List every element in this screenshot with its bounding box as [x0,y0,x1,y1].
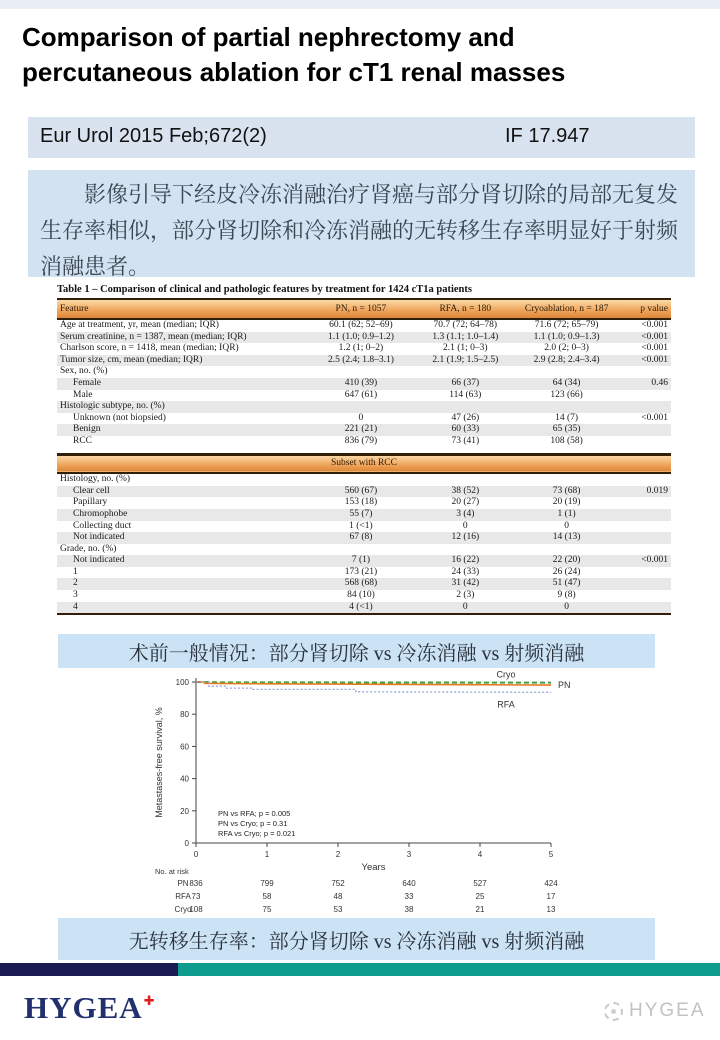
watermark [604,1000,706,1022]
table-row: Not indicated 67 (8) 12 (16) 14 (13) [57,532,671,544]
svg-text:PN vs Cryo; p = 0.31: PN vs Cryo; p = 0.31 [218,819,288,828]
svg-text:836: 836 [189,879,203,888]
svg-text:752: 752 [331,879,345,888]
summary-text: 影像引导下经皮冷冻消融治疗肾癌与部分肾切除的局部无复发生存率相似，部分肾切除和冷冻消融的无转移生存率明显好于射频消融患者。 [40,182,679,279]
svg-text:60: 60 [180,742,189,752]
svg-text:PN: PN [558,680,571,691]
table-row: Benign 221 (21) 60 (33) 65 (35) [57,424,671,436]
clinical-table [57,298,671,615]
banner-mfs [58,918,655,960]
table-body-subset [57,473,671,614]
svg-text:38: 38 [404,905,414,914]
table-title: Table 1 – Comparison of clinical and pathologic features by treatment for 1424 cT1a patients [57,284,472,295]
table-row: Not indicated 7 (1) 16 (22) 22 (20) <0.001 [57,555,671,567]
svg-text:PN: PN [177,879,189,888]
svg-text:48: 48 [333,892,343,901]
svg-text:799: 799 [260,879,274,888]
svg-text:17: 17 [546,892,556,901]
svg-text:58: 58 [262,892,272,901]
citation-impact-factor: IF 17.947 [505,125,590,147]
table-row: Chromophobe 55 (7) 3 (4) 1 (1) [57,509,671,521]
svg-text:PN vs RFA; p = 0.005: PN vs RFA; p = 0.005 [218,809,291,818]
table-row: Male 647 (61) 114 (63) 123 (66) [73,389,583,400]
table-row: Charlson score, n = 1418, mean (median; IQR) 1.2 (1; 0–2) 2.1 (1; 0–3) 2.0 (2; 0–3) <0.001 [60,343,668,354]
svg-text:33: 33 [404,892,414,901]
banner-preop-label: 术前一般情况：部分肾切除 vs 冷冻消融 vs 射频消融 [128,642,585,665]
table-row: Collecting duct 1 (<1) 0 0 [73,520,569,531]
footer-bar-navy [0,963,178,976]
table-row: Age at treatment, yr, mean (median; IQR) 60.1 (62; 52–69) 70.7 (72; 64–78) 71.6 (72; 65–79) <0.001 [60,320,668,330]
svg-text:0: 0 [193,850,199,859]
table-row: Sex, no. (%) [60,366,108,377]
svg-text:0: 0 [184,839,189,848]
svg-text:RFA: RFA [175,892,191,901]
svg-text:3: 3 [406,850,412,859]
banner-mfs-label: 无转移生存率：部分肾切除 vs 冷冻消融 vs 射频消融 [128,930,585,953]
svg-text:73: 73 [191,892,201,901]
table-col-header: RFA, n = 180 [419,299,511,319]
table-figure [57,284,671,615]
hygea-emblem-icon [604,1002,623,1021]
svg-text:80: 80 [180,710,189,720]
svg-text:2: 2 [335,850,341,859]
svg-text:No. at risk: No. at risk [155,867,189,876]
subset-band-row [57,454,671,473]
table-row: Clear cell 560 (67) 38 (52) 73 (68) 0.019 [57,486,671,498]
svg-text:Years: Years [361,862,386,873]
red-cross-icon: ✚ [143,994,156,1009]
banner-preop [58,634,655,668]
svg-text:Metastases-free survival, %: Metastases-free survival, % [154,707,164,818]
svg-text:53: 53 [333,905,343,914]
svg-text:25: 25 [475,892,485,901]
top-strip [0,0,720,9]
summary-block [28,170,695,277]
svg-text:4: 4 [477,850,483,859]
table-col-header: Cryoablation, n = 187 [511,299,622,319]
table-row: 4 4 (<1) 0 0 [57,602,671,615]
table-row: 1 173 (21) 24 (33) 26 (24) [73,566,581,577]
table-row: Grade, no. (%) [60,543,117,554]
svg-text:640: 640 [402,879,416,888]
svg-text:Cryo: Cryo [496,669,516,680]
citation-journal: Eur Urol 2015 Feb;672(2) [40,125,267,147]
svg-text:13: 13 [546,905,556,914]
watermark-text: HYGEA [629,1000,706,1021]
table-row: Tumor size, cm, mean (median; IQR) 2.5 (2.4; 1.8–3.1) 2.1 (1.9; 1.5–2.5) 2.9 (2.8; 2.4–3.4) <0.001 [57,355,671,367]
svg-text:RFA vs Cryo; p = 0.021: RFA vs Cryo; p = 0.021 [218,829,296,838]
svg-text:40: 40 [180,774,189,784]
table-col-header: p value [622,299,671,319]
series-cryo [196,682,551,683]
svg-text:21: 21 [475,905,485,914]
svg-text:100: 100 [175,678,189,687]
hygea-logo [24,990,155,1026]
svg-text:527: 527 [473,879,487,888]
svg-text:Cryo: Cryo [174,905,192,914]
svg-text:75: 75 [262,905,272,914]
km-svg [150,670,590,918]
table-row: 3 84 (10) 2 (3) 9 (8) [73,590,576,601]
svg-text:RFA: RFA [497,699,515,710]
table-row: Female 410 (39) 66 (37) 64 (34) 0.46 [57,378,671,390]
table-row: 2 568 (68) 31 (42) 51 (47) [57,578,671,590]
km-chart [150,670,590,918]
svg-text:424: 424 [544,879,558,888]
table-col-header: PN, n = 1057 [303,299,420,319]
subset-band-label: Subset with RCC [57,454,671,473]
hygea-logo-text: HYGEA [24,990,143,1025]
table-row: Histology, no. (%) [60,474,131,485]
svg-text:5: 5 [548,850,554,859]
footer-bar-teal [178,963,720,976]
table-col-header: Feature [57,299,303,319]
svg-text:1: 1 [264,850,270,859]
svg-text:108: 108 [189,905,203,914]
page-title: Comparison of partial nephrectomy and percutaneous ablation for cT1 renal masses [22,22,566,87]
table-row: Histologic subtype, no. (%) [57,401,671,413]
table-row: Unknown (not biopsied) 0 47 (26) 14 (7) <0.001 [73,412,668,423]
table-header-row [57,299,671,319]
svg-text:20: 20 [180,806,189,816]
table-row: RCC 836 (79) 73 (41) 108 (58) [73,435,583,446]
table-row: Serum creatinine, n = 1387, mean (median; IQR) 1.1 (1.0; 0.9–1.2) 1.3 (1.1; 1.0–1.4) 1.1 (1.0; 0.9–1.3) <0.001 [57,332,671,344]
citation-bar [28,117,695,158]
table-body-main [57,319,671,448]
table-row: Papillary 153 (18) 20 (27) 20 (19) [73,497,581,508]
